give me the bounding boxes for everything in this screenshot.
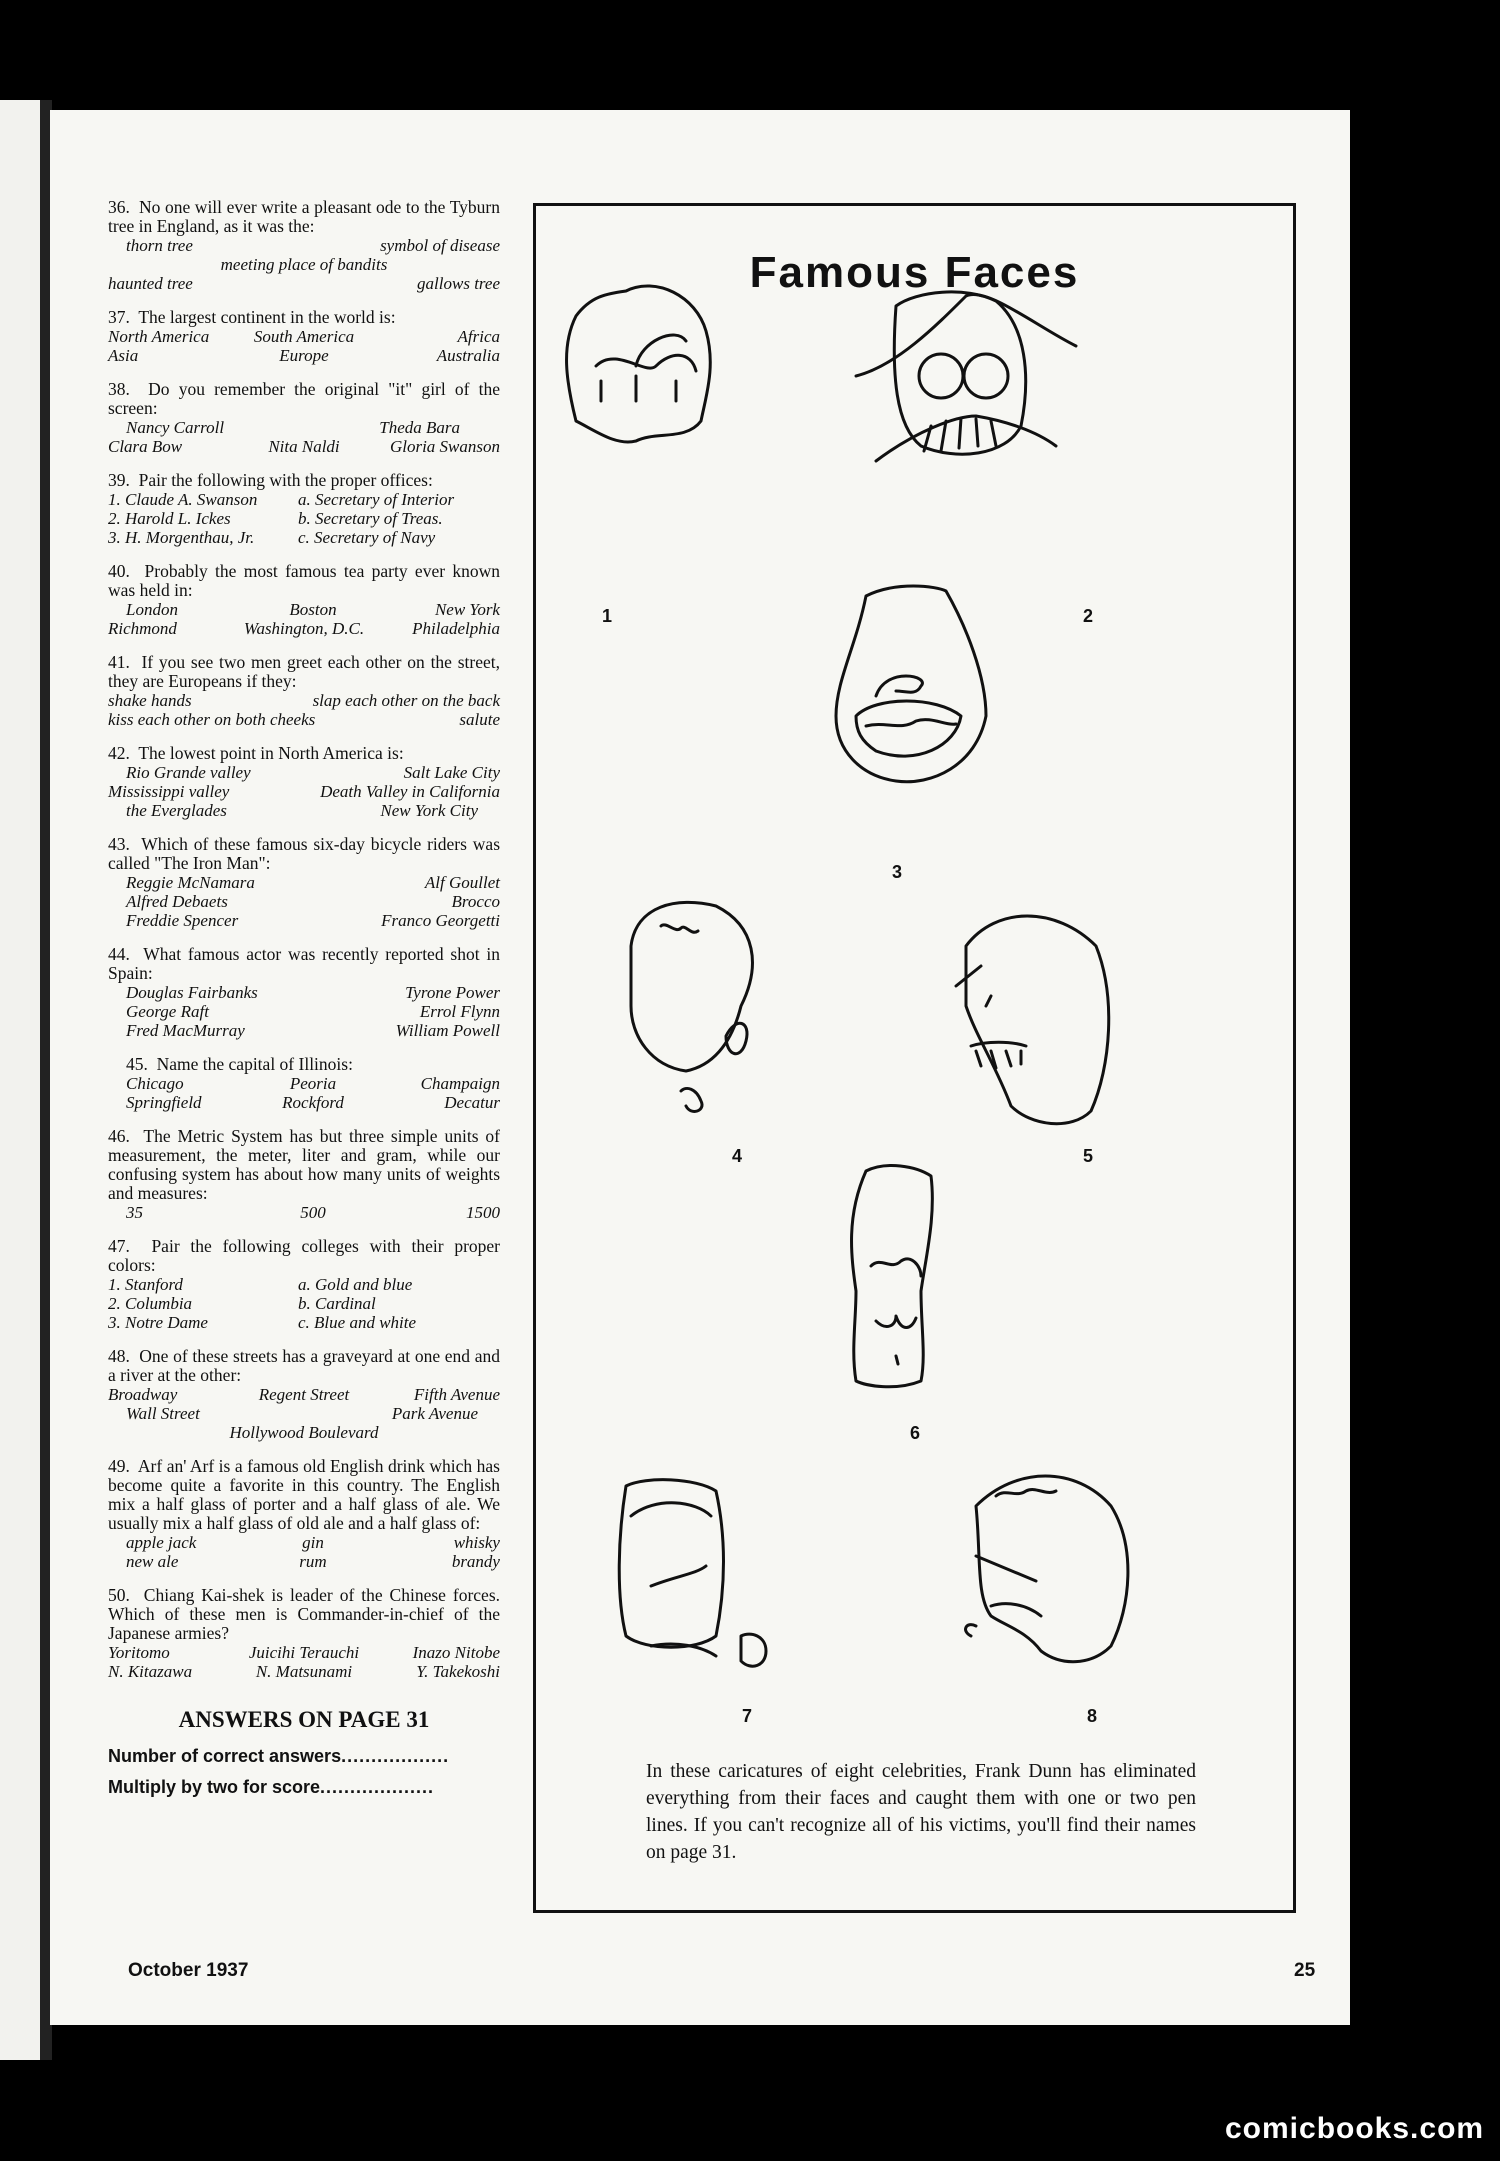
question-36: 36. No one will ever write a pleasant ode to the Tyburn tree in England, as it was the: thorn tree symbol of disease meeting place of bandits haunted tree gallows tree xyxy=(108,197,500,293)
caricature-8 xyxy=(966,1476,1128,1662)
caricature-number-1: 1 xyxy=(602,606,613,626)
question-46: 46. The Metric System has but three simple units of measurement, the meter, liter and gram, while our confusing system has about how many units of weights and measures: 35 500 1500 xyxy=(108,1126,501,1222)
page-number: 25 xyxy=(1294,1960,1316,1981)
question-39: 39. Pair the following with the proper offices: 1. Claude A. Swanson a. Secretary of Interior 2. Harold L. Ickes b. Secretary of Treas. 3. H. Morgenthau, Jr. c. Secretary of Navy xyxy=(108,470,455,547)
question-45: 45. Name the capital of Illinois: Chicago Peoria Champaign Springfield Rockford Decatur xyxy=(126,1054,500,1112)
panel-caption: In these caricatures of eight celebrities, Frank Dunn has eliminated everything from their faces and caught them with one or two pen lines. If you can't recognize all of his victims, you'll find their names on page 31. xyxy=(646,1761,1196,1863)
question-42: 42. The lowest point in North America is: Rio Grande valley Salt Lake City Mississippi valley Death Valley in California the Everglades New York City xyxy=(108,743,500,820)
question-43: 43. Which of these famous six-day bicycle riders was called "The Iron Man": Reggie McNamara Alf Goullet Alfred Debaets Brocco Freddie Spencer Franco Georgetti xyxy=(108,834,500,930)
caricature-2 xyxy=(856,292,1076,461)
caricature-5 xyxy=(956,916,1109,1124)
answers-heading: ANSWERS ON PAGE 31 xyxy=(178,1707,430,1732)
left-page-edge xyxy=(0,100,44,2060)
question-41: 41. If you see two men greet each other on the street, they are Europeans if they: shake hands slap each other on the back kiss each other on both cheeks salute xyxy=(108,652,501,729)
panel-title: Famous Faces xyxy=(749,248,1080,297)
caricature-number-2: 2 xyxy=(1083,606,1094,626)
caricature-4 xyxy=(631,902,752,1111)
footer-date: October 1937 xyxy=(128,1960,249,1981)
question-40: 40. Probably the most famous tea party ever known was held in: London Boston New York Richmond Washington, D.C. Philadelphia xyxy=(108,561,501,638)
quiz-column xyxy=(108,198,500,1803)
caricature-number-7: 7 xyxy=(742,1706,753,1726)
question-48: 48. One of these streets has a graveyard at one end and a river at the other: Broadway Regent Street Fifth Avenue Wall Street Park Avenue Hollywood Boulevard xyxy=(108,1346,500,1442)
question-44: 44. What famous actor was recently reported shot in Spain: Douglas Fairbanks Tyrone Power George Raft Errol Flynn Fred MacMurray William Powell xyxy=(108,944,500,1040)
caricature-number-4: 4 xyxy=(732,1146,743,1166)
magazine-page xyxy=(50,110,1350,2025)
caricature-3 xyxy=(836,586,986,782)
question-50: 50. Chiang Kai-shek is leader of the Chinese forces. Which of these men is Commander-in-chief of the Japanese armies? Yoritomo Juicihi Terauchi Inazo Nitobe N. Kitazawa N. Matsunami Y. Takekoshi xyxy=(108,1585,501,1681)
site-watermark: comicbooks.com xyxy=(1225,2112,1485,2145)
caricature-1 xyxy=(567,286,711,442)
score-line-multiply: Multiply by two for score................... xyxy=(108,1777,435,1797)
famous-faces-panel xyxy=(533,203,1296,1913)
score-line-correct: Number of correct answers.................. xyxy=(108,1746,450,1766)
caricature-6 xyxy=(852,1166,933,1387)
question-37: 37. The largest continent in the world is: North America South America Africa Asia Europe Australia xyxy=(108,307,500,365)
caricature-number-6: 6 xyxy=(910,1423,921,1443)
question-47: 47. Pair the following colleges with their proper colors: 1. Stanford a. Gold and blue 2. Columbia b. Cardinal 3. Notre Dame c. Blue and white xyxy=(108,1236,500,1332)
caricature-number-5: 5 xyxy=(1083,1146,1094,1166)
caricature-number-3: 3 xyxy=(892,862,903,882)
question-49: 49. Arf an' Arf is a famous old English drink which has become quite a favorite in this country. The English mix a half glass of porter and a half glass of ale. We usually mix a half glass of old ale and a half glass of: apple jack gin whisky new ale rum brandy xyxy=(108,1456,500,1571)
caricature-number-8: 8 xyxy=(1087,1706,1098,1726)
caricature-7 xyxy=(619,1480,766,1667)
caricature-drawings xyxy=(536,206,1293,1910)
question-38: 38. Do you remember the original "it" girl of the screen: Nancy Carroll Theda Bara Clara Bow Nita Naldi Gloria Swanson xyxy=(108,379,500,456)
